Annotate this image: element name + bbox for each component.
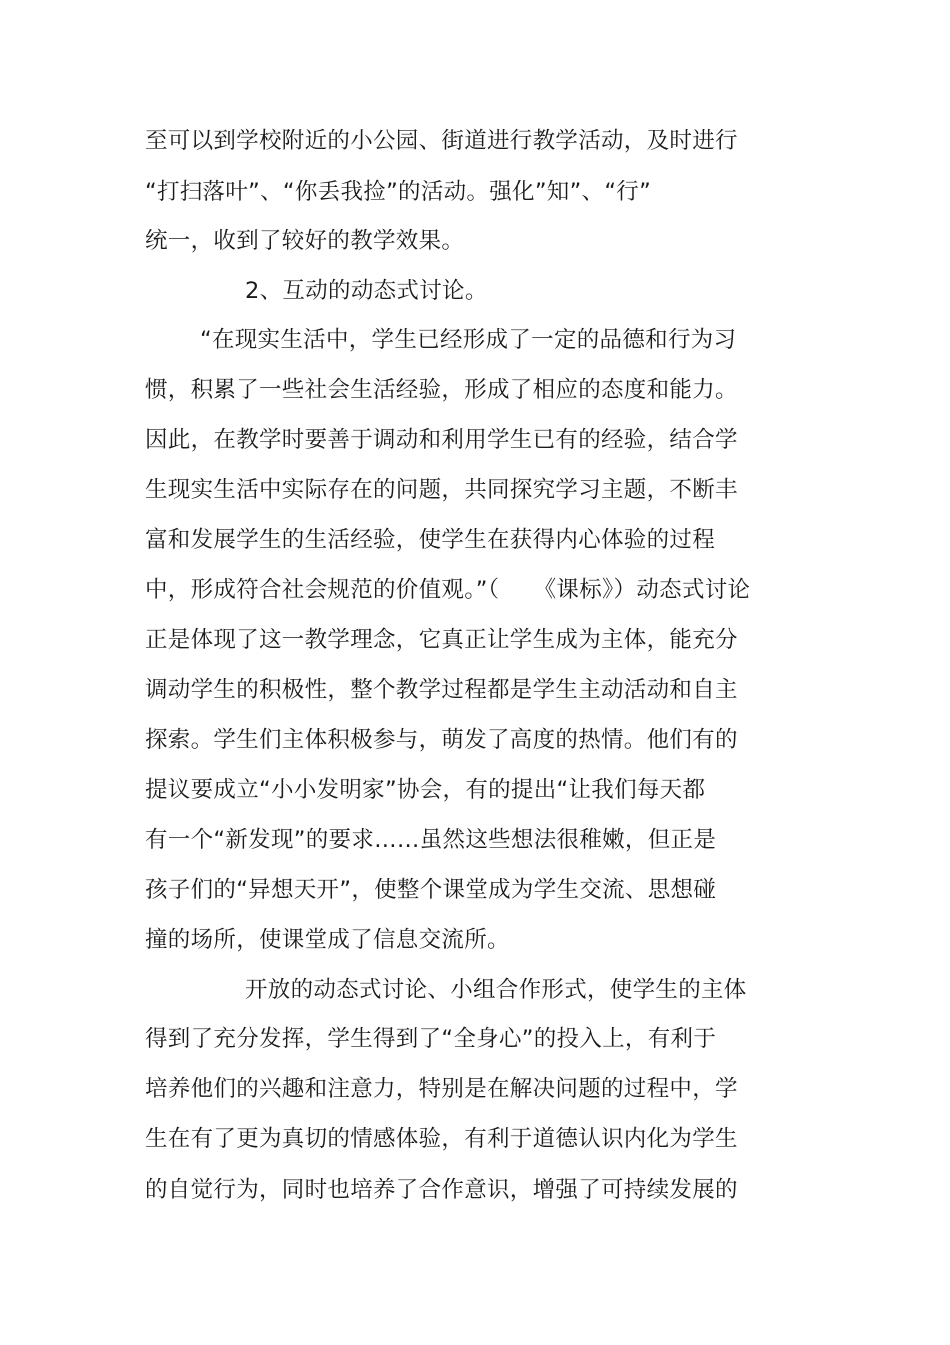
text-line: “在现实生活中，学生已经形成了一定的品德和行为习	[200, 327, 737, 353]
text-line: 撞的场所，使课堂成了信息交流所。	[145, 927, 510, 953]
text-line: 因此，在教学时要善于调动和利用学生已有的经验，结合学	[145, 427, 738, 453]
text-line: 生在有了更为真切的情感体验，有利于道德认识内化为学生	[145, 1126, 738, 1152]
section-heading: 2、互动的动态式讨论。	[245, 278, 488, 304]
text-line: 培养他们的兴趣和注意力，特别是在解决问题的过程中，学	[145, 1076, 738, 1102]
text-line: 惯，积累了一些社会生活经验，形成了相应的态度和能力。	[145, 377, 738, 403]
text-line: 提议要成立“小小发明家”协会，有的提出“让我们每天都	[145, 777, 706, 803]
text-line: 开放的动态式讨论、小组合作形式，使学生的主体	[245, 977, 747, 1003]
text-line: 生现实生活中实际存在的问题，共同探究学习主题，不断丰	[145, 477, 738, 503]
text-line: 正是体现了这一教学理念，它真正让学生成为主体，能充分	[145, 627, 738, 653]
text-line: “打扫落叶”、“你丢我捡”的活动。强化”知”、“行”	[145, 179, 652, 205]
text-line: 得到了充分发挥，学生得到了“全身心”的投入上，有利于	[145, 1026, 717, 1052]
text-line: 孩子们的“异想天开”，使整个课堂成为学生交流、思想碰	[145, 877, 717, 903]
text-line: 中，形成符合社会规范的价值观。”（ 《课标》）动态式讨论	[145, 577, 751, 603]
text-line: 的自觉行为，同时也培养了合作意识，增强了可持续发展的	[145, 1177, 738, 1203]
text-line: 有一个“新发现”的要求……虽然这些想法很稚嫩，但正是	[145, 827, 717, 853]
text-line: 至可以到学校附近的小公园、街道进行教学活动，及时进行	[145, 128, 738, 154]
text-line: 富和发展学生的生活经验，使学生在获得内心体验的过程	[145, 527, 716, 553]
text-line: 探索。学生们主体积极参与，萌发了高度的热情。他们有的	[145, 727, 738, 753]
text-line: 统一，收到了较好的教学效果。	[145, 228, 465, 254]
text-line: 调动学生的积极性，整个教学过程都是学生主动活动和自主	[145, 677, 738, 703]
